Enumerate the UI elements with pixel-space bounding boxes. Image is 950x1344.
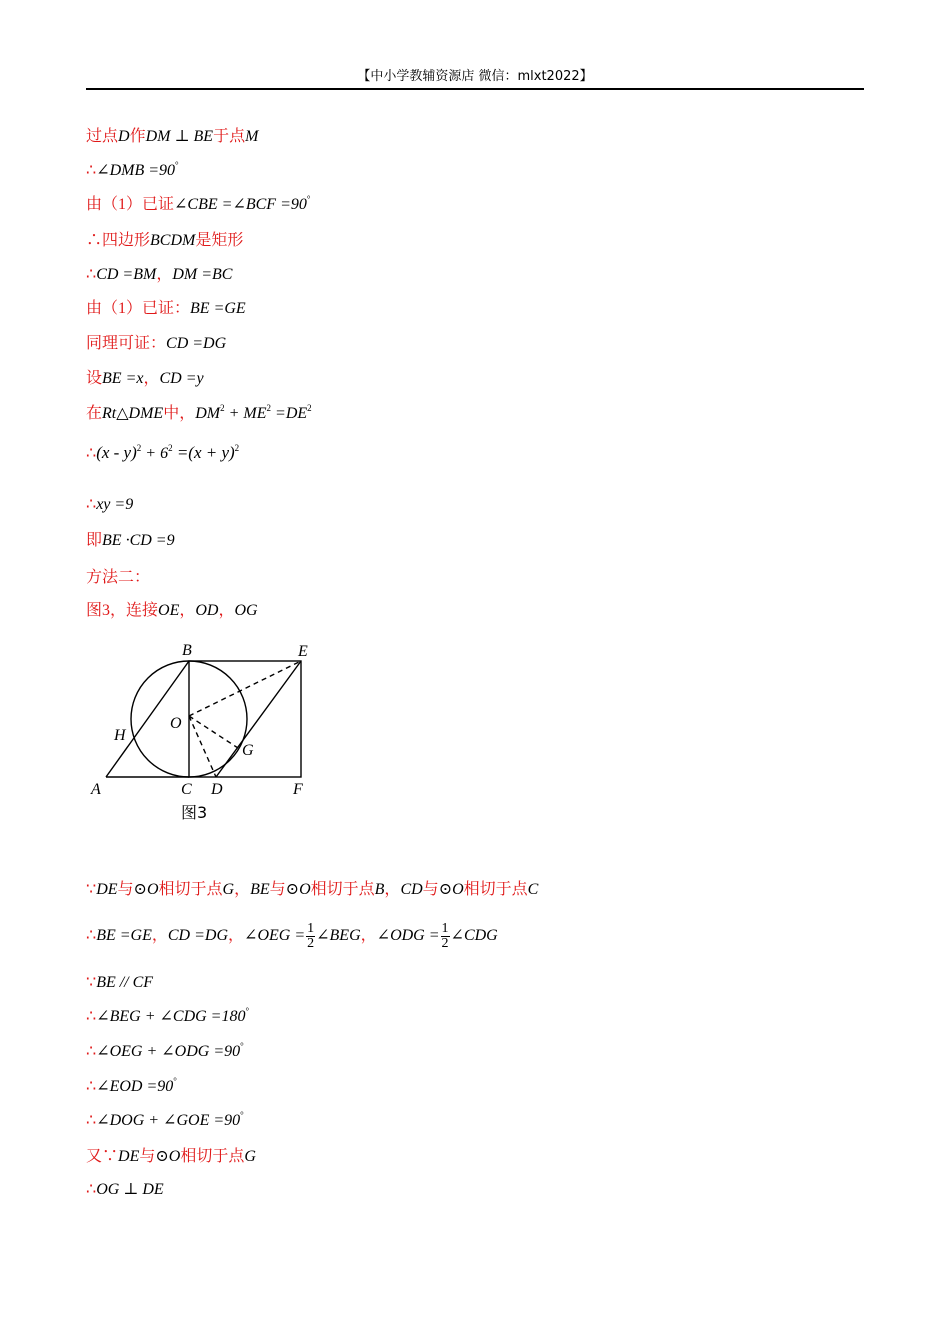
line-21: ∴∠DOG + ∠GOE =90° <box>86 1110 244 1129</box>
line-23: ∴OG ⊥ DE <box>86 1181 164 1198</box>
line-11: ∴xy =9 <box>86 496 134 513</box>
line-18: ∴∠BEG + ∠CDG =180° <box>86 1006 250 1025</box>
line-10: ∴(x - $y)^2 + 6^2 =(x + y)^2$ <box>86 443 240 462</box>
line-17: ∵BE // CF <box>86 974 154 991</box>
page-header: 【中小学教辅资源店 微信：mlxt2022】 <box>86 68 864 90</box>
line-14: 图3，连接OE，OD，OG <box>86 602 258 619</box>
line-2: ∴∠DMB =90° <box>86 160 179 179</box>
rectangle-bcfe <box>189 661 301 777</box>
label-g: G <box>242 742 254 759</box>
line-3: 由（1）已证∠CBE =∠BCF =90° <box>86 194 311 213</box>
line-4: ∴四边形BCDM是矩形 <box>86 232 244 249</box>
line-22: 又∵DE与⊙O相切于点G <box>86 1148 256 1165</box>
label-f: F <box>293 781 303 798</box>
segment-od <box>189 716 216 777</box>
fraction-half-1: $\frac{1}{2}$ <box>307 920 315 951</box>
fraction-half-2: $\frac{1}{2}$ <box>441 920 449 951</box>
line-8: 设BE =x，CD =y <box>86 370 204 387</box>
segment-og <box>189 716 238 748</box>
line-16: ∴BE =GE，CD =DG，∠OEG = $\frac{1}{2}$ ∠BEG，∠ODG = $\frac{1}{2}$ ∠CDG <box>86 920 498 951</box>
line-15: ∵DE与⊙O相切于点G，BE与⊙O相切于点B，CD与⊙O相切于点C <box>86 881 539 898</box>
line-6: 由（1）已证：BE =GE <box>86 300 246 317</box>
geometry-figure <box>86 636 326 826</box>
line-12: 即BE ·CD =9 <box>86 532 175 549</box>
label-h: H <box>114 727 126 744</box>
label-b: B <box>182 642 192 659</box>
figure-caption: 图3 <box>181 803 208 822</box>
line-1: 过点D作DM ⊥ BE于点M <box>86 128 259 145</box>
segment-de <box>216 661 301 777</box>
label-e: E <box>298 643 308 660</box>
line-9: 在Rt△DME中，$DM^2 + ME^2 =DE^2$ <box>86 403 312 422</box>
line-13: 方法二： <box>86 569 151 586</box>
label-d: D <box>211 781 223 798</box>
line-5: ∴CD =BM，DM =BC <box>86 266 233 283</box>
line-20: ∴∠EOD =90° <box>86 1076 177 1095</box>
label-o: O <box>170 715 182 732</box>
label-a: A <box>91 781 101 798</box>
label-c: C <box>181 781 192 798</box>
line-19: ∴∠OEG + ∠ODG =90° <box>86 1041 244 1060</box>
segment-oe <box>189 661 301 716</box>
line-7: 同理可证：CD =DG <box>86 335 227 352</box>
